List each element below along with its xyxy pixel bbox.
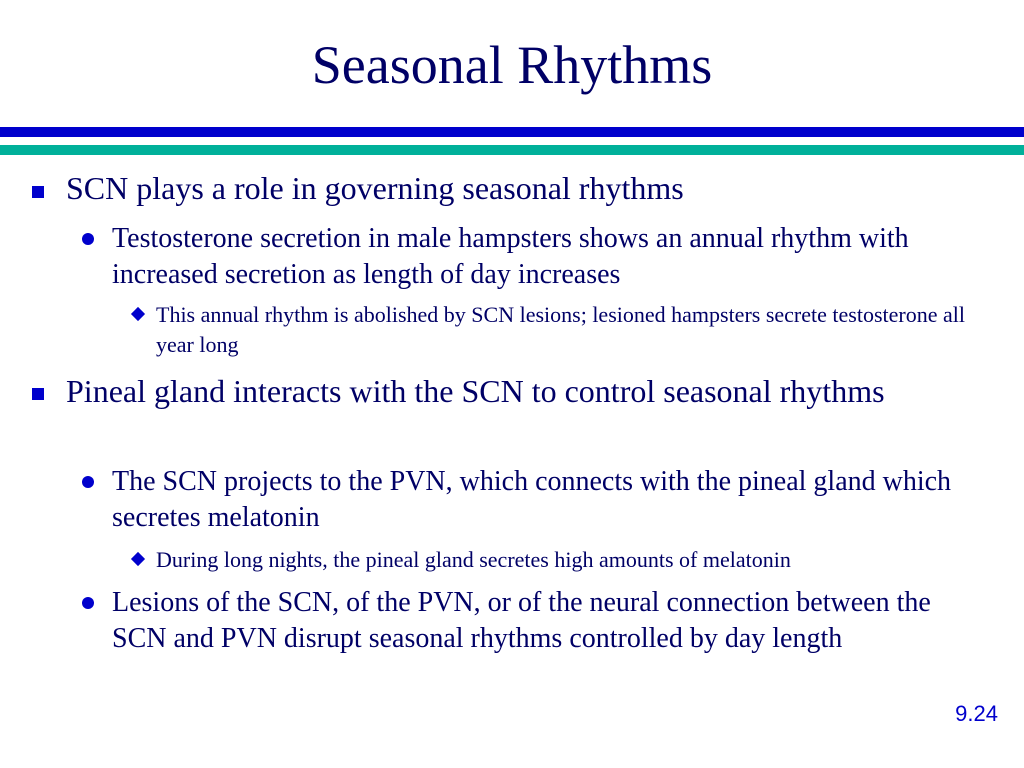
bullet-rhythm-abolished: This annual rhythm is abolished by SCN lesions; lesioned hampsters secrete testosterone all year long bbox=[156, 302, 965, 357]
slide-title: Seasonal Rhythms bbox=[311, 35, 713, 95]
bullet-lesions-disrupt: Lesions of the SCN, of the PVN, or of the neural connection between the SCN and PVN disrupt seasonal rhythms controlled by day length bbox=[112, 587, 931, 654]
bullet-long-nights: During long nights, the pineal gland secretes high amounts of melatonin bbox=[156, 547, 791, 572]
round-bullet-icon bbox=[82, 476, 94, 488]
square-bullet-icon bbox=[32, 388, 44, 400]
bullet-scn-projects-pvn: The SCN projects to the PVN, which connects with the pineal gland which secretes melatonin bbox=[112, 466, 952, 533]
diamond-bullet-icon bbox=[131, 307, 145, 321]
bullet-scn-role: SCN plays a role in governing seasonal rhythms bbox=[66, 170, 684, 206]
diamond-bullet-icon bbox=[131, 552, 145, 566]
round-bullet-icon bbox=[82, 597, 94, 609]
round-bullet-icon bbox=[82, 233, 94, 245]
bullet-testosterone-secretion: Testosterone secretion in male hampsters shows an annual rhythm with increased secretion as length of day increases bbox=[112, 223, 909, 290]
page-number: 9.24 bbox=[955, 701, 998, 726]
square-bullet-icon bbox=[32, 186, 44, 198]
bullet-pineal-gland: Pineal gland interacts with the SCN to control seasonal rhythms bbox=[66, 373, 885, 409]
